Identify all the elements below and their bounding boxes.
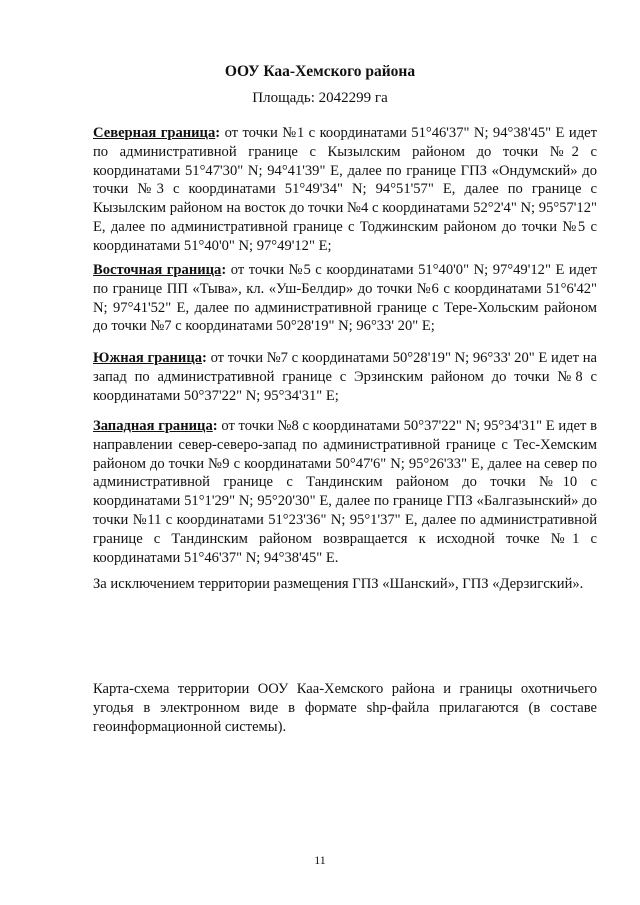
heading-colon: : (212, 418, 218, 434)
east-boundary-text: от точки №5 с координатами 51°40'0" N; 97°49'12" Е идет по границе ПП «Тыва», кл. «Уш-Белдир» до точки №6 с координатами 51°6'42" N; 97°41'52" Е, далее по административной границе с Тере-Хольским районом до точки №7 с координатами 50°28'19" N; 96°33' 20" Е; (93, 262, 597, 335)
east-boundary-heading: Восточная граница (93, 262, 222, 278)
south-boundary-paragraph (93, 349, 597, 405)
area-line: Площадь: 2042299 га (252, 90, 388, 106)
heading-colon: : (215, 125, 221, 141)
west-boundary-paragraph (93, 417, 597, 567)
map-note-paragraph: Карта-схема территории ООУ Каа-Хемского района и границы охотничьего угодья в электронном виде в формате shp-файла прилагаются (в составе геоинформационной системы). (93, 681, 597, 735)
document-title: ООУ Каа-Хемского района (224, 63, 416, 80)
east-boundary-paragraph (93, 261, 597, 336)
north-boundary-heading: Северная граница (93, 125, 216, 141)
west-boundary-text: от точки №8 с координатами 50°37'22" N; 95°34'31" Е идет в направлении север-северо-запад по административной границе с Тес-Хемским районом до точки №9 с координатами 50°47'6" N; 95°26'33" Е, далее на север по административной границе с Тандинским районом до точки №10 с координатами 51°1'29" N; 95°20'30" Е, далее по границе ГПЗ «Балгазынский» до точки №11 с координатами 51°23'36" N; 95°1'37" Е, далее по административной границе с Тандинским районом возвращается к исходной точке №1 с координатами 51°46'37" N; 94°38'45" Е. (93, 418, 597, 566)
west-boundary-heading: Западная граница (93, 418, 213, 434)
exception-paragraph: За исключением территории размещения ГПЗ «Шанский», ГПЗ «Дерзигский». (93, 576, 584, 592)
north-boundary-paragraph (93, 124, 597, 256)
heading-colon: : (202, 350, 207, 366)
south-boundary-text: от точки №7 с координатами 50°28'19" N; 96°33' 20" Е идет на запад по административной границе с Эрзинским районом до точки №8 с координатами 50°37'22" N; 95°34'31" Е; (93, 350, 597, 404)
heading-colon: : (221, 262, 227, 278)
page-number: 11 (314, 853, 326, 867)
north-boundary-text: от точки №1 с координатами 51°46'37" N; 94°38'45" Е идет по административной границе с Кызылским районом до точки №2 с координатами 51°47'30" N; 94°41'39" Е, далее по границе ГПЗ «Ондумский» до точки №3 с координатами 51°49'34" N; 94°51'57" Е, далее по границе с Кызылским районом на восток до точки №4 с координатами 52°2'4" N; 95°57'12" Е, далее по административной границе с Тоджинским районом до точки №5 с координатами 51°40'0" N; 97°49'12" Е; (93, 125, 597, 254)
south-boundary-heading: Южная граница (93, 350, 203, 366)
